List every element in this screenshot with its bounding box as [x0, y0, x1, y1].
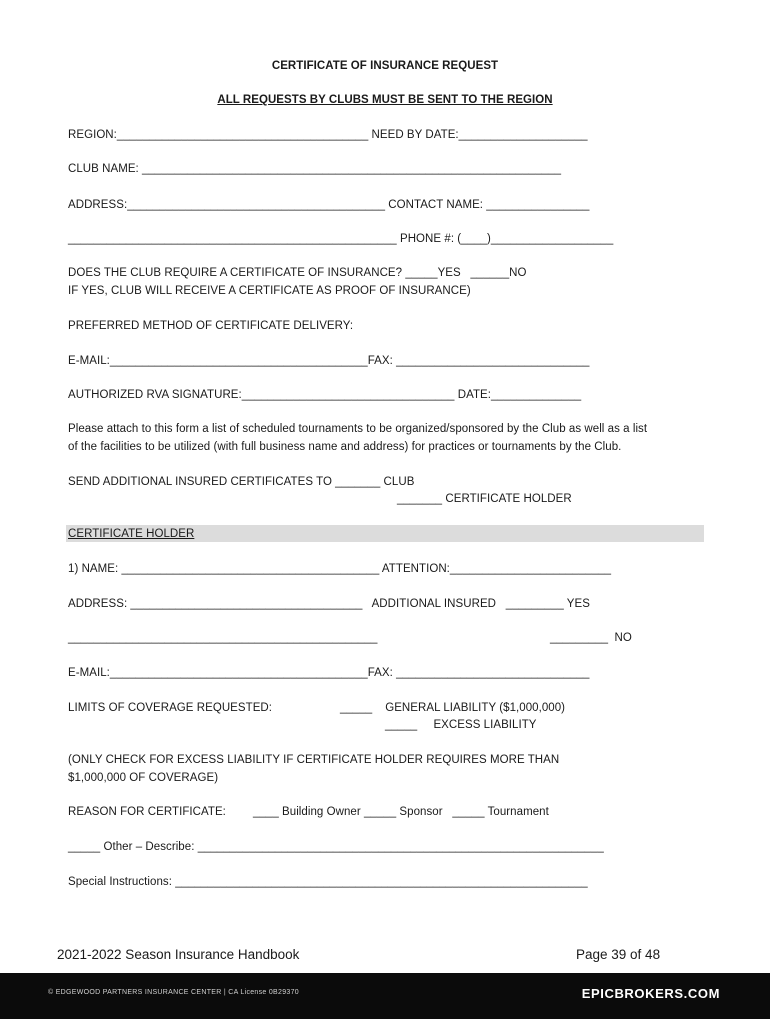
brand-bar — [0, 973, 770, 1019]
certificate-required-note: IF YES, CLUB WILL RECEIVE A CERTIFICATE AS PROOF OF INSURANCE) — [68, 285, 471, 297]
certificate-holder-heading: CERTIFICATE HOLDER — [68, 528, 195, 540]
other-describe-line: _____ Other – Describe: _______________________________________________________________ — [68, 841, 604, 853]
holder-address-blank: ________________________________________________ — [68, 632, 378, 644]
form-title: CERTIFICATE OF INSURANCE REQUEST — [271, 60, 499, 72]
brand-bar-license: © EDGEWOOD PARTNERS INSURANCE CENTER | CA License 0B29370 — [48, 989, 299, 996]
club-name-line: CLUB NAME: _________________________________________________________________ — [68, 163, 562, 175]
preferred-delivery-label: PREFERRED METHOD OF CERTIFICATE DELIVERY: — [68, 320, 354, 332]
certificate-holder-option: _______ CERTIFICATE HOLDER — [397, 493, 572, 505]
excess-note-1: (ONLY CHECK FOR EXCESS LIABILITY IF CERTIFICATE HOLDER REQUIRES MORE THAN — [68, 754, 560, 766]
holder-email-fax-line: E-MAIL:________________________________________FAX: ______________________________ — [68, 667, 590, 679]
certificate-required-question: DOES THE CLUB REQUIRE A CERTIFICATE OF INSURANCE? _____YES ______NO — [68, 267, 527, 279]
brand-bar-website: EPICBROKERS.COM — [581, 986, 720, 1001]
region-line: REGION:_______________________________________ NEED BY DATE:____________________ — [68, 129, 588, 141]
footer-page-number: Page 39 of 48 — [576, 947, 661, 962]
holder-address-line: ADDRESS: ____________________________________ ADDITIONAL INSURED _________ YES — [68, 598, 590, 610]
general-liability-option: _____ GENERAL LIABILITY ($1,000,000) — [340, 702, 566, 714]
excess-note-2: $1,000,000 OF COVERAGE) — [68, 772, 219, 784]
email-fax-line: E-MAIL:________________________________________FAX: ______________________________ — [68, 355, 590, 367]
reason-options: ____ Building Owner _____ Sponsor _____ Tournament — [253, 806, 549, 818]
signature-line: AUTHORIZED RVA SIGNATURE:_________________________________ DATE:______________ — [68, 389, 582, 401]
limits-label: LIMITS OF COVERAGE REQUESTED: — [68, 702, 273, 714]
address-line: ADDRESS:________________________________________ CONTACT NAME: ________________ — [68, 199, 590, 211]
name-attention-line: 1) NAME: ________________________________________ ATTENTION:_________________________ — [68, 563, 612, 575]
footer-handbook-title: 2021-2022 Season Insurance Handbook — [57, 947, 300, 962]
send-additional-line: SEND ADDITIONAL INSURED CERTIFICATES TO _______ CLUB — [68, 476, 415, 488]
excess-liability-option: _____ EXCESS LIABILITY — [385, 719, 537, 731]
attach-instructions-2: of the facilities to be utilized (with full business name and address) for practices or tournaments by the Club. — [68, 441, 622, 453]
phone-line: ___________________________________________________ PHONE #: (____)___________________ — [68, 233, 614, 245]
additional-insured-no: _________ NO — [550, 632, 632, 644]
form-subtitle: ALL REQUESTS BY CLUBS MUST BE SENT TO THE REGION — [217, 94, 553, 106]
reason-label: REASON FOR CERTIFICATE: — [68, 806, 226, 818]
special-instructions-line: Special Instructions: ________________________________________________________________ — [68, 876, 588, 888]
attach-instructions-1: Please attach to this form a list of scheduled tournaments to be organized/sponsored by the Club as well as a list — [68, 423, 648, 435]
